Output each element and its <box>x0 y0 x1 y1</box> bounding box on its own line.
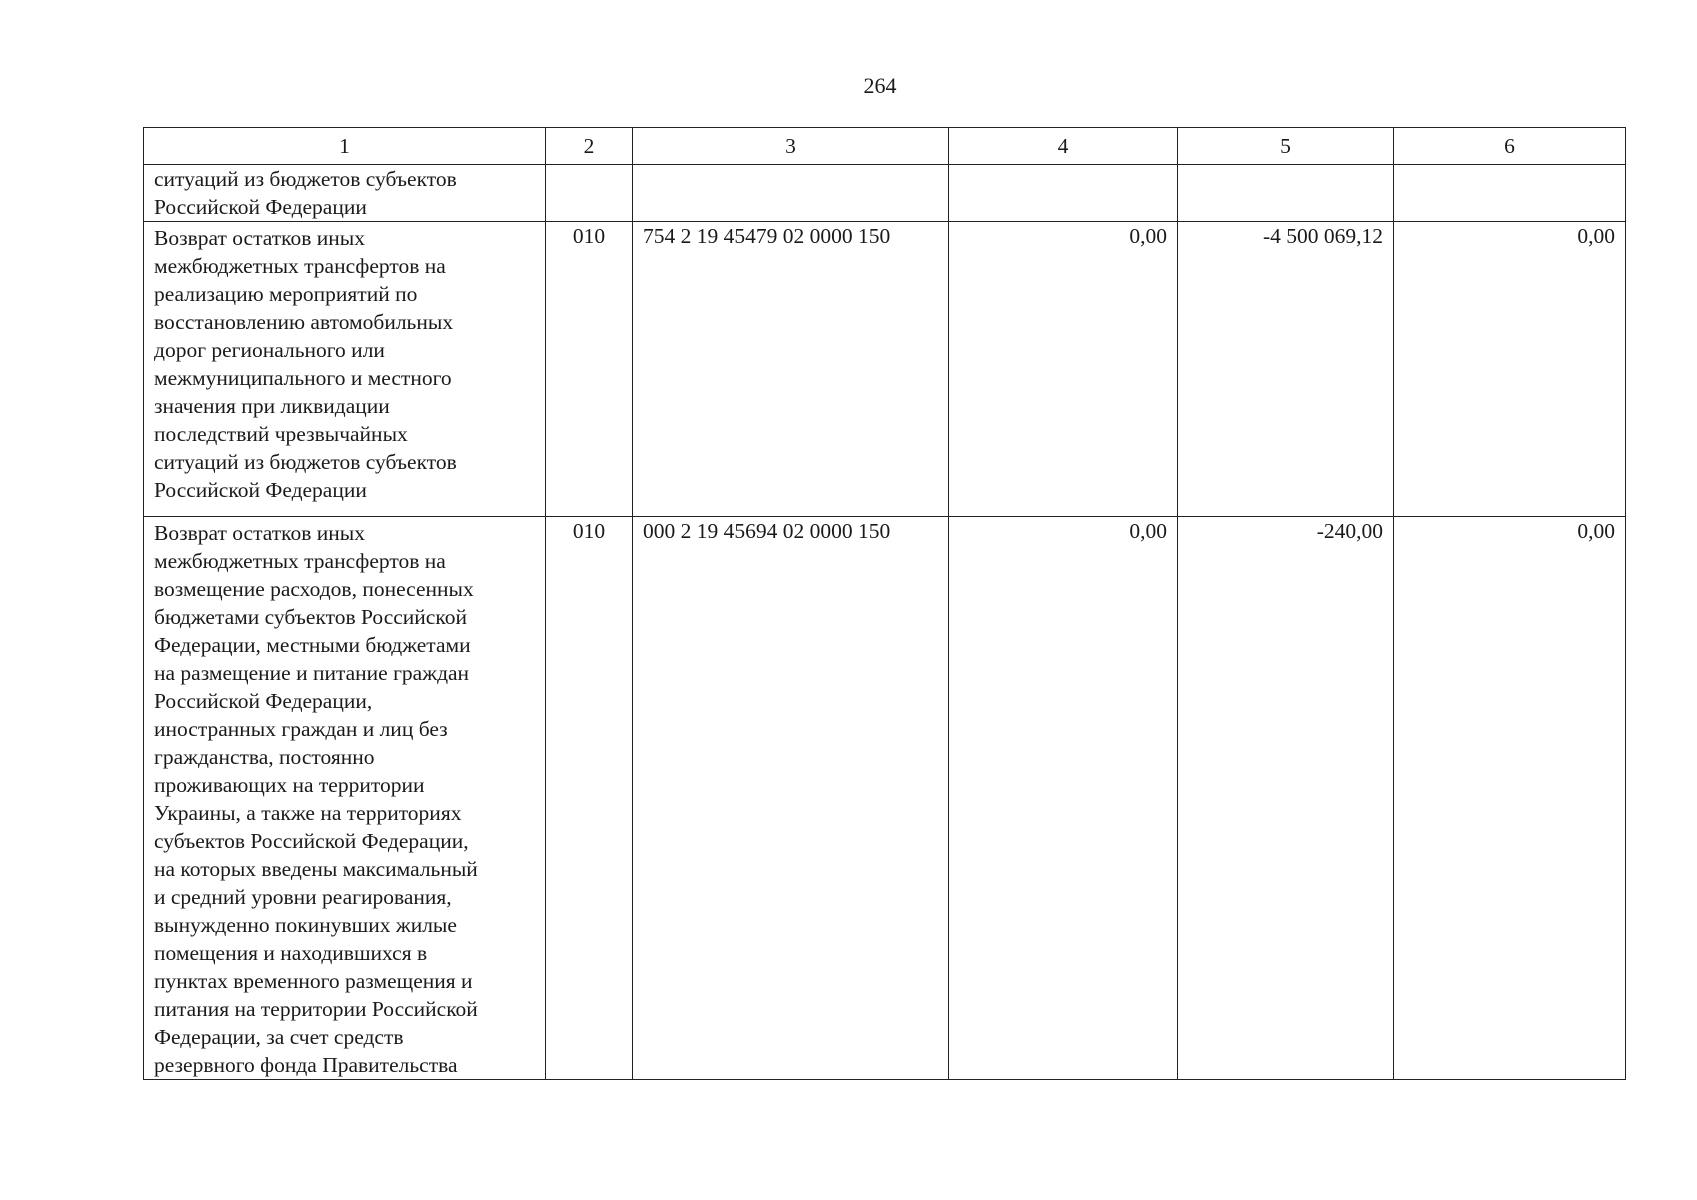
header-col-2: 2 <box>546 128 633 165</box>
row-description <box>144 517 546 1080</box>
row-code: 000 2 19 45694 02 0000 150 <box>633 517 949 1080</box>
header-col-3: 3 <box>633 128 949 165</box>
description-line: питания на территории Российской <box>154 997 478 1021</box>
description-line: Российской Федерации, <box>154 689 373 713</box>
description-line: межбюджетных трансфертов на <box>154 254 446 278</box>
description-line: субъектов Российской Федерации, <box>154 829 469 853</box>
header-col-1: 1 <box>144 128 546 165</box>
description-line: вынужденно покинувших жилые <box>154 913 457 937</box>
description-line: Федерации, местными бюджетами <box>154 633 471 657</box>
description-line: Возврат остатков иных <box>154 226 365 250</box>
table-row <box>144 222 1626 517</box>
row-col-4: 0,00 <box>949 222 1178 517</box>
description-line: ситуаций из бюджетов субъектов <box>154 167 457 191</box>
description-line: гражданства, постоянно <box>154 745 375 769</box>
row-col-2: 010 <box>546 517 633 1080</box>
row-col-4 <box>949 165 1178 222</box>
header-col-4: 4 <box>949 128 1178 165</box>
table-row <box>144 165 1626 222</box>
description-line: реализацию мероприятий по <box>154 282 418 306</box>
description-line: Возврат остатков иных <box>154 521 365 545</box>
description-line: межмуниципального и местного <box>154 366 452 390</box>
description-line: дорог регионального или <box>154 338 385 362</box>
description-line: резервного фонда Правительства <box>154 1053 458 1077</box>
description-line: возмещение расходов, понесенных <box>154 577 474 601</box>
description-line: Федерации, за счет средств <box>154 1025 404 1049</box>
row-col-6 <box>1394 165 1626 222</box>
description-line: восстановлению автомобильных <box>154 310 454 334</box>
header-col-5: 5 <box>1178 128 1394 165</box>
description-line: значения при ликвидации <box>154 394 390 418</box>
row-col-2: 010 <box>546 222 633 517</box>
description-line: межбюджетных трансфертов на <box>154 549 446 573</box>
description-line: Российской Федерации <box>154 195 367 219</box>
description-line: пунктах временного размещения и <box>154 969 473 993</box>
row-col-4: 0,00 <box>949 517 1178 1080</box>
page-number: 264 <box>863 73 897 98</box>
row-description <box>144 165 546 222</box>
description-line: и средний уровни реагирования, <box>154 885 452 909</box>
description-line: на размещение и питание граждан <box>154 661 470 685</box>
description-line: бюджетами субъектов Российской <box>154 605 467 629</box>
row-code <box>633 165 949 222</box>
description-line: на которых введены максимальный <box>154 857 478 881</box>
row-code: 754 2 19 45479 02 0000 150 <box>633 222 949 517</box>
description-line: помещения и находившихся в <box>154 941 428 965</box>
description-line: иностранных граждан и лиц без <box>154 717 448 741</box>
description-line: Украины, а также на территориях <box>154 801 462 825</box>
row-col-5: -240,00 <box>1178 517 1394 1080</box>
row-col-5: -4 500 069,12 <box>1178 222 1394 517</box>
row-col-5 <box>1178 165 1394 222</box>
description-line: Российской Федерации <box>154 478 367 502</box>
header-col-6: 6 <box>1394 128 1626 165</box>
description-line: проживающих на территории <box>154 773 425 797</box>
row-col-6: 0,00 <box>1394 517 1626 1080</box>
description-line: ситуаций из бюджетов субъектов <box>154 450 457 474</box>
description-line: последствий чрезвычайных <box>154 422 408 446</box>
table-row <box>144 517 1626 1080</box>
row-description <box>144 222 546 517</box>
table-header-row <box>144 128 1626 165</box>
budget-table <box>143 127 1626 1080</box>
row-col-6: 0,00 <box>1394 222 1626 517</box>
row-col-2 <box>546 165 633 222</box>
